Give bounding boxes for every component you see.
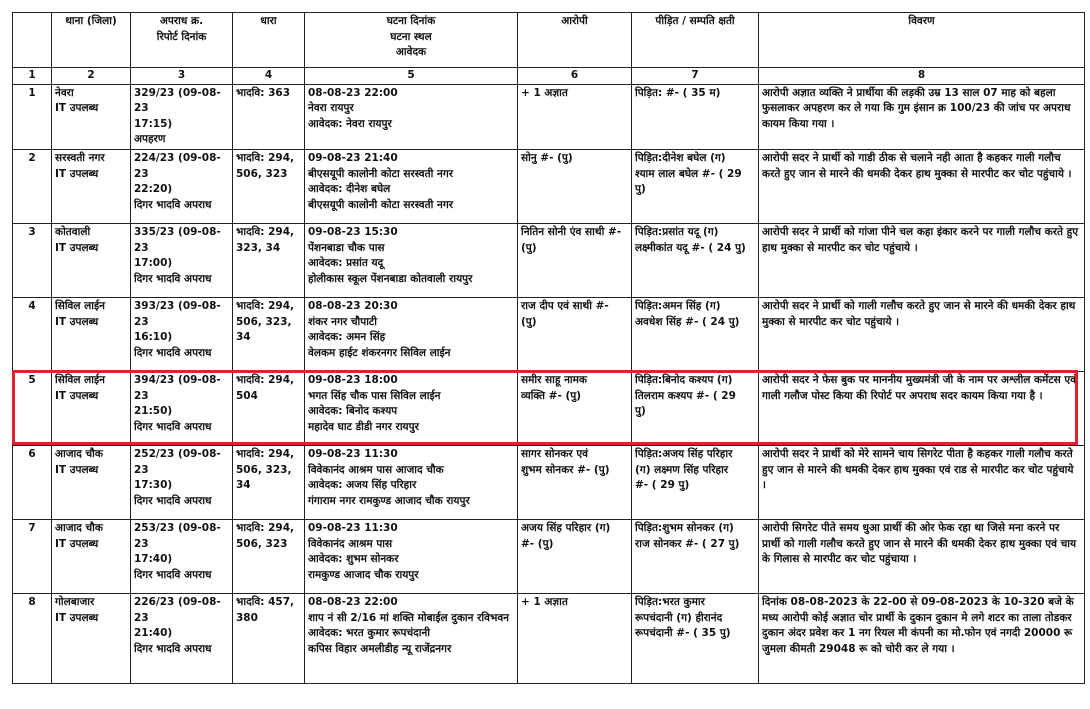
crime-line: 21:50)	[134, 405, 173, 418]
crime-line: अपहरण	[134, 133, 166, 146]
thana-it-status: IT उपलब्ध	[55, 537, 99, 550]
header-dhara: धारा	[233, 13, 305, 68]
serial-number-cell: 6	[13, 445, 52, 519]
incident-line: 08-08-23 22:00	[308, 595, 398, 608]
column-number: 2	[52, 68, 131, 85]
incident-cell	[305, 297, 518, 371]
incident-line: 09-08-23 18:00	[308, 373, 398, 386]
dhara-cell	[233, 297, 305, 371]
victim-line: पिड़ित: #- ( 35 म)	[635, 86, 721, 99]
column-number: 8	[759, 68, 1085, 85]
accused-cell	[518, 223, 632, 297]
serial-number-cell: 2	[13, 149, 52, 223]
crime-number-cell	[131, 519, 233, 593]
incident-cell	[305, 445, 518, 519]
description-cell: दिनांक 08-08-2023 के 22-00 से 09-08-2023 के 10-320 बजे के मध्य आरोपी कोई अज्ञात चोर प्रार्थी के दुकान दुकान मे लगे शटर का ताला तोडकर दुकान अंदर प्रवेश कर 1 नग रियल मी कंपनी का मो.फोन एवं नगदी 20000 रू जुमला कीमती 29048 रू को चोरी कर ले गया ।	[759, 593, 1085, 683]
crime-line: 329/23 (09-08-23	[134, 86, 221, 115]
victim-line: अवधेश सिंह #- ( 24 पु)	[635, 315, 740, 328]
victim-cell	[632, 371, 759, 445]
dhara-line: भादवि: 294,	[236, 151, 294, 164]
incident-line: आवेदक: शुभम सोनकर	[308, 553, 399, 566]
thana-cell	[52, 297, 131, 371]
crime-line: 335/23 (09-08-23	[134, 225, 221, 254]
victim-line: राज सोनकर #- ( 27 पु)	[635, 537, 740, 550]
victim-line: पिड़ित:प्रसांत यदू (ग)	[635, 225, 719, 238]
table-row	[13, 223, 1085, 297]
column-number: 3	[131, 68, 233, 85]
crime-line: दिगर भादवि अपराध	[134, 568, 212, 581]
incident-line: पेंशनबाडा चौक पास	[308, 241, 385, 254]
column-number: 5	[305, 68, 518, 85]
incident-line: विवेकानंद आश्रम पास आजाद चौक	[308, 463, 444, 476]
header-applicant: आवेदक	[395, 46, 427, 59]
accused-line: सागर सोनकर एवं	[521, 447, 588, 460]
accused-line: नितिन सोनी एंव साथी #-	[521, 225, 622, 238]
crime-line: 252/23 (09-08-23	[134, 447, 221, 476]
incident-cell	[305, 149, 518, 223]
thana-cell	[52, 149, 131, 223]
victim-line: पु)	[635, 183, 646, 196]
crime-number-cell	[131, 593, 233, 683]
incident-line: होलीकास स्कूल पेंशनबाडा कोतवाली रायपुर	[308, 272, 473, 285]
accused-line: सोनु #- (पु)	[521, 151, 573, 164]
column-number: 1	[13, 68, 52, 85]
victim-line: (ग) लक्ष्मण सिंह परिहार	[635, 463, 729, 476]
crime-line: 17:15)	[134, 117, 173, 130]
incident-line: आवेदक: अमन सिंह	[308, 331, 386, 344]
crime-line: दिगर भादवि अपराध	[134, 642, 212, 655]
column-number: 4	[233, 68, 305, 85]
thana-name: आजाद चौक	[55, 447, 103, 460]
incident-line: वेलकम हाईट शंकरनगर सिविल लाईन	[308, 346, 451, 359]
crime-number-cell	[131, 84, 233, 149]
dhara-cell	[233, 519, 305, 593]
column-number: 7	[632, 68, 759, 85]
accused-line: व्यक्ति #- (पु)	[521, 389, 582, 402]
thana-it-status: IT उपलब्ध	[55, 389, 99, 402]
crime-number-cell	[131, 149, 233, 223]
crime-line: दिगर भादवि अपराध	[134, 198, 212, 211]
accused-cell	[518, 445, 632, 519]
description-cell: आरोपी अज्ञात व्यक्ति ने प्रार्थीया की लड़की उम्र 13 साल 07 माह को बहला फुसलाकर अपहरण कर ले गया कि गुम इंसान क्र 100/23 की जांच पर अपराध कायम किया गया ।	[759, 84, 1085, 149]
accused-cell	[518, 297, 632, 371]
thana-name: नेवरा	[55, 86, 74, 99]
thana-it-status: IT उपलब्ध	[55, 167, 99, 180]
incident-line: 09-08-23 11:30	[308, 521, 398, 534]
serial-number-cell: 7	[13, 519, 52, 593]
dhara-line: 323, 34	[236, 241, 281, 254]
table-row	[13, 371, 1085, 445]
accused-line: + 1 अज्ञात	[521, 595, 568, 608]
thana-name: सिविल लाईन	[55, 373, 105, 386]
victim-cell	[632, 297, 759, 371]
accused-line: + 1 अज्ञात	[521, 86, 568, 99]
thana-it-status: IT उपलब्ध	[55, 102, 99, 115]
incident-line: विवेकानंद आश्रम पास	[308, 537, 393, 550]
victim-cell	[632, 519, 759, 593]
crime-line: 394/23 (09-08-23	[134, 373, 221, 402]
crime-line: 16:10)	[134, 331, 173, 344]
incident-cell	[305, 519, 518, 593]
crime-line: दिगर भादवि अपराध	[134, 272, 212, 285]
dhara-line: भादवि: 457,	[236, 595, 294, 608]
serial-number-cell: 8	[13, 593, 52, 683]
thana-name: सिविल लाईन	[55, 299, 105, 312]
dhara-line: भादवि: 294,	[236, 225, 294, 238]
crime-number-cell	[131, 371, 233, 445]
thana-cell	[52, 371, 131, 445]
description-cell: आरोपी सदर ने प्रार्थी को मेरे सामने चाय सिगरेट पीता है कहकर गाली गलौच करते हुए जान से मारने की धमकी देकर हाथ मुक्का एवं राड से मारपीट कर चोट पहुंचाये ।	[759, 445, 1085, 519]
dhara-line: 506, 323	[236, 167, 288, 180]
thana-cell	[52, 84, 131, 149]
thana-name: आजाद चौक	[55, 521, 103, 534]
accused-line: अजय सिंह परिहार (ग)	[521, 521, 611, 534]
incident-cell	[305, 371, 518, 445]
victim-line: पु)	[635, 405, 646, 418]
dhara-line: भादवि: 294,	[236, 521, 294, 534]
thana-it-status: IT उपलब्ध	[55, 315, 99, 328]
header-incident-place: घटना स्थल	[390, 30, 432, 43]
thana-cell	[52, 223, 131, 297]
header-crime-no: अपराध क्र.	[159, 15, 204, 27]
incident-line: आवेदक: भरत कुमार रूपचंदानी	[308, 627, 431, 640]
table-row	[13, 149, 1085, 223]
crime-number-cell	[131, 297, 233, 371]
table-row	[13, 593, 1085, 683]
victim-line: तिलराम कश्यप #- ( 29	[635, 389, 736, 402]
incident-line: 09-08-23 15:30	[308, 225, 398, 238]
incident-line: 09-08-23 11:30	[308, 447, 398, 460]
incident-line: 08-08-23 20:30	[308, 299, 398, 312]
crime-number-cell	[131, 445, 233, 519]
dhara-line: भादवि: 363	[236, 86, 291, 99]
victim-line: पिड़ित:भरत कुमार	[635, 595, 705, 608]
dhara-cell	[233, 593, 305, 683]
crime-line: 226/23 (09-08-23	[134, 595, 221, 624]
table-row	[13, 445, 1085, 519]
thana-name: कोतवाली	[55, 225, 91, 238]
dhara-cell	[233, 371, 305, 445]
victim-line: रूपचंदानी #- ( 35 पु)	[635, 627, 731, 640]
header-incident-date: घटना दिनांक	[386, 15, 436, 27]
dhara-line: 504	[236, 389, 258, 402]
serial-number-cell: 5	[13, 371, 52, 445]
table-row	[13, 297, 1085, 371]
victim-line: पिड़ित:अजय सिंह परिहार	[635, 447, 733, 460]
dhara-cell	[233, 223, 305, 297]
accused-line: #- (पु)	[521, 537, 554, 550]
incident-line: रामकुण्ड आजाद चौक रायपुर	[308, 568, 419, 581]
crime-line: 17:40)	[134, 553, 173, 566]
crime-line: 393/23 (09-08-23	[134, 299, 221, 328]
description-cell: आरोपी सदर ने प्रार्थी को गांजा पीने चल कहा इंकार करने पर गाली गलौच करते हुए हाथ मुक्का से मारपीट कर चोट पहुंचाये ।	[759, 223, 1085, 297]
victim-line: रूपचंदानी (ग) हीरानंद	[635, 611, 723, 624]
accused-line: शुभम सोनकर #- (पु)	[521, 463, 610, 476]
victim-cell	[632, 149, 759, 223]
victim-line: पिड़ित:बिनोद कश्यप (ग)	[635, 373, 733, 386]
description-cell: आरोपी सदर ने फेस बुक पर माननीय मुख्यमंत्री जी के नाम पर अश्लील कमेंटस एवं गाली गलौज पोस्ट किया की रिपोर्ट पर अपराध सदर कायम किया गया है ।	[759, 371, 1085, 445]
incident-line: आवेदक: बिनोद कश्यप	[308, 405, 398, 418]
victim-cell	[632, 593, 759, 683]
header-row	[13, 13, 1085, 68]
victim-line: श्याम लाल बघेल #- ( 29	[635, 167, 742, 180]
incident-line: 08-08-23 22:00	[308, 86, 398, 99]
thana-cell	[52, 445, 131, 519]
victim-cell	[632, 445, 759, 519]
description-cell: आरोपी सदर ने प्रार्थी को गाली गलौच करते हुए जान से मारने की धमकी देकर हाथ मुक्का से मारपीट कर चोट पहुंचाये ।	[759, 297, 1085, 371]
victim-line: पिड़ित:दीनेश बघेल (ग)	[635, 151, 726, 164]
incident-cell	[305, 84, 518, 149]
incident-line: शंकर नगर चौपाटी	[308, 315, 377, 328]
accused-cell	[518, 519, 632, 593]
incident-line: नेवरा रायपुर	[308, 102, 354, 115]
incident-line: शाप नं सी 2/16 मां शक्ति मोबाईल दुकान रविभवन	[308, 611, 510, 624]
header-thana: थाना (जिला)	[52, 13, 131, 68]
table-row	[13, 84, 1085, 149]
dhara-line: 380	[236, 611, 258, 624]
accused-line: (पु)	[521, 315, 537, 328]
incident-line: आवेदक: प्रसांत यदू	[308, 257, 384, 270]
header-sn	[13, 13, 52, 68]
victim-cell	[632, 223, 759, 297]
incident-line: बीएसयूपी कालोनी कोटा सरस्वती नगर	[308, 167, 454, 180]
crime-line: 253/23 (09-08-23	[134, 521, 221, 550]
description-cell: आरोपी सदर ने प्रार्थी को गाडी ठीक से चलाने नही आता है कहकर गाली गलौच करते हुए जान से मारने की धमकी देकर हाथ मुक्का से मारपीट कर चोट पहुंचाये ।	[759, 149, 1085, 223]
victim-line: लक्ष्मीकांत यदू #- ( 24 पु)	[635, 241, 746, 254]
dhara-cell	[233, 445, 305, 519]
incident-line: गंगाराम नगर रामकुण्ड आजाद चौक रायपुर	[308, 494, 470, 507]
crime-line: 21:40)	[134, 627, 173, 640]
header-report-date: रिपोर्ट दिनांक	[156, 30, 207, 43]
dhara-line: 506, 323, 34	[236, 463, 292, 492]
column-number-row	[13, 68, 1085, 85]
dhara-line: भादवि: 294,	[236, 373, 294, 386]
victim-line: पिड़ित:अमन सिंह (ग)	[635, 299, 721, 312]
serial-number-cell: 4	[13, 297, 52, 371]
crime-line: 22:20)	[134, 183, 173, 196]
table-row	[13, 519, 1085, 593]
thana-name: गोलबाजार	[55, 595, 95, 608]
accused-line: राज दीप एवं साथी #-	[521, 299, 609, 312]
header-crime	[131, 13, 233, 68]
column-number: 6	[518, 68, 632, 85]
thana-cell	[52, 519, 131, 593]
description-cell: आरोपी सिगरेट पीते समय धुआ प्रार्थी की ओर फेक रहा था जिसे मना करने पर प्रार्थी को गाली गलौच करते हुए जान से मारने की धमकी देकर हाथ मुक्का एवं चाय के गिलास से मारपीट कर चोट पहुंचाया ।	[759, 519, 1085, 593]
incident-line: आवेदक: अजय सिंह परिहार	[308, 479, 417, 492]
victim-line: #- ( 29 पु)	[635, 479, 690, 492]
header-peedit: पीड़ित / सम्पति क्षती	[632, 13, 759, 68]
incident-line: आवेदक: दीनेश बघेल	[308, 183, 391, 196]
dhara-line: 506, 323	[236, 537, 288, 550]
crime-line: दिगर भादवि अपराध	[134, 420, 212, 433]
thana-it-status: IT उपलब्ध	[55, 463, 99, 476]
header-ghatna	[305, 13, 518, 68]
incident-cell	[305, 223, 518, 297]
serial-number-cell: 1	[13, 84, 52, 149]
thana-it-status: IT उपलब्ध	[55, 611, 99, 624]
accused-cell	[518, 149, 632, 223]
header-vivaran: विवरण	[759, 13, 1085, 68]
dhara-cell	[233, 149, 305, 223]
incident-cell	[305, 593, 518, 683]
crime-line: 17:30)	[134, 479, 173, 492]
incident-line: भगत सिंह चौक पास सिविल लाईन	[308, 389, 441, 402]
dhara-line: 506, 323, 34	[236, 315, 292, 344]
header-aaropi: आरोपी	[518, 13, 632, 68]
incident-line: आवेदक: नेवरा रायपुर	[308, 117, 392, 130]
thana-it-status: IT उपलब्ध	[55, 241, 99, 254]
incident-line: बीएसयूपी कालोनी कोटा सरस्वती नगर	[308, 198, 454, 211]
accused-cell	[518, 371, 632, 445]
thana-cell	[52, 593, 131, 683]
crime-line: 17:00)	[134, 257, 173, 270]
incident-line: महादेव घाट डीडी नगर रायपुर	[308, 420, 419, 433]
dhara-cell	[233, 84, 305, 149]
incident-line: 09-08-23 21:40	[308, 151, 398, 164]
crime-number-cell	[131, 223, 233, 297]
accused-cell	[518, 84, 632, 149]
crime-line: दिगर भादवि अपराध	[134, 494, 212, 507]
incident-line: कपिस विहार अमलीडीह न्यू राजेंद्रनगर	[308, 642, 452, 655]
victim-cell	[632, 84, 759, 149]
accused-line: (पु)	[521, 241, 537, 254]
victim-line: पिड़ित:शुभम सोनकर (ग)	[635, 521, 734, 534]
accused-line: समीर साहू नामक	[521, 373, 587, 386]
dhara-line: भादवि: 294,	[236, 447, 294, 460]
accused-cell	[518, 593, 632, 683]
thana-name: सरस्वती नगर	[55, 151, 105, 164]
serial-number-cell: 3	[13, 223, 52, 297]
dhara-line: भादवि: 294,	[236, 299, 294, 312]
crime-line: 224/23 (09-08-23	[134, 151, 221, 180]
fir-report-table	[12, 12, 1085, 684]
crime-line: दिगर भादवि अपराध	[134, 346, 212, 359]
